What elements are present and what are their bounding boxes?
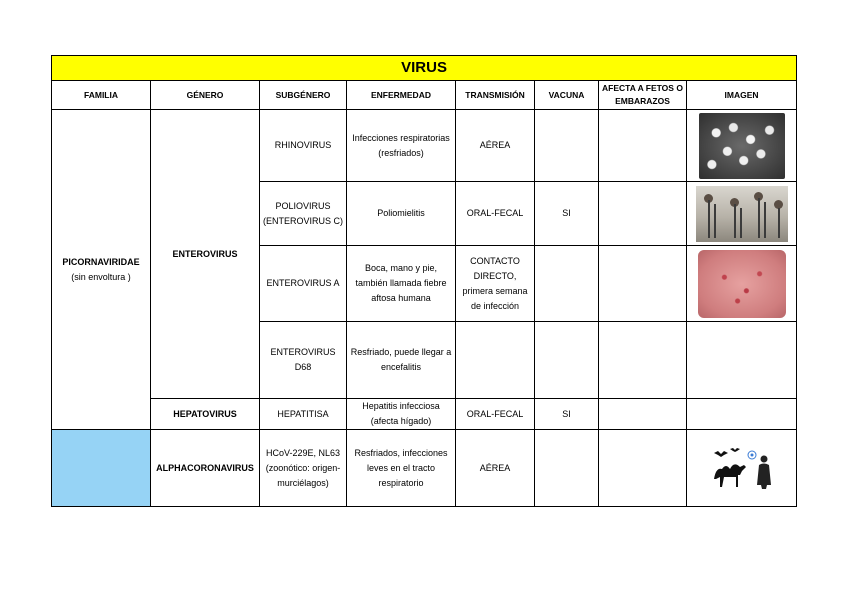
table-row xyxy=(52,399,797,430)
disease-cell: Resfriado, puede llegar a encefalitis xyxy=(347,322,456,399)
family-cell-coronaviridae xyxy=(52,430,151,507)
transmission-cell: AÉREA xyxy=(456,110,535,182)
disease-cell: Resfriados, infecciones leves en el tracto respiratorio xyxy=(347,430,456,507)
fetus-cell xyxy=(599,430,687,507)
header-enfermedad: ENFERMEDAD xyxy=(347,81,456,110)
fetus-cell xyxy=(599,182,687,246)
family-note: (sin envoltura ) xyxy=(71,271,131,282)
subgenus-cell: RHINOVIRUS xyxy=(260,110,347,182)
vaccine-cell xyxy=(535,430,599,507)
virus-micrograph-image xyxy=(699,113,785,179)
hand-rash-image xyxy=(698,250,786,318)
disease-cell: Boca, mano y pie, también llamada fiebre aftosa humana xyxy=(347,246,456,322)
header-familia: FAMILIA xyxy=(52,81,151,110)
table-row xyxy=(52,110,797,182)
fetus-cell xyxy=(599,246,687,322)
virus-table xyxy=(51,55,797,507)
fetus-cell xyxy=(599,322,687,399)
table-row xyxy=(52,430,797,507)
genus-alphacoronavirus: ALPHACORONAVIRUS xyxy=(151,430,260,507)
vaccine-cell: SI xyxy=(535,182,599,246)
table-title: VIRUS xyxy=(52,56,797,81)
fetus-cell xyxy=(599,399,687,430)
subgenus-cell: HCoV-229E, NL63 (zoonótico: origen-murciélagos) xyxy=(260,430,347,507)
title-row xyxy=(52,56,797,81)
image-cell xyxy=(687,110,797,182)
disease-cell: Infecciones respiratorias (resfriados) xyxy=(347,110,456,182)
genus-enterovirus: ENTEROVIRUS xyxy=(151,110,260,399)
transmission-cell: AÉREA xyxy=(456,430,535,507)
polio-patients-image xyxy=(696,186,788,242)
image-cell xyxy=(687,182,797,246)
subgenus-cell: POLIOVIRUS (ENTEROVIRUS C) xyxy=(260,182,347,246)
image-cell xyxy=(687,430,797,507)
disease-cell: Hepatitis infecciosa (afecta hígado) xyxy=(347,399,456,430)
header-afecta-fetos: AFECTA A FETOS O EMBARAZOS xyxy=(599,81,687,110)
header-subgenero: SUBGÉNERO xyxy=(260,81,347,110)
family-cell xyxy=(52,110,151,430)
subgenus-cell: ENTEROVIRUS A xyxy=(260,246,347,322)
disease-cell: Poliomielitis xyxy=(347,182,456,246)
vaccine-cell xyxy=(535,246,599,322)
image-cell xyxy=(687,322,797,399)
vaccine-cell xyxy=(535,322,599,399)
transmission-cell: ORAL-FECAL xyxy=(456,182,535,246)
image-cell xyxy=(687,246,797,322)
image-cell xyxy=(687,399,797,430)
header-row xyxy=(52,81,797,110)
transmission-cell xyxy=(456,322,535,399)
fetus-cell xyxy=(599,110,687,182)
subgenus-cell: HEPATITISA xyxy=(260,399,347,430)
vaccine-cell xyxy=(535,110,599,182)
transmission-cell: CONTACTO DIRECTO, primera semana de infección xyxy=(456,246,535,322)
header-genero: GÉNERO xyxy=(151,81,260,110)
family-name: PICORNAVIRIDAE xyxy=(62,256,140,267)
bat-camel-human-icon xyxy=(708,445,776,491)
subgenus-cell: ENTEROVIRUS D68 xyxy=(260,322,347,399)
vaccine-cell: SI xyxy=(535,399,599,430)
header-imagen: IMAGEN xyxy=(687,81,797,110)
genus-hepatovirus: HEPATOVIRUS xyxy=(151,399,260,430)
header-vacuna: VACUNA xyxy=(535,81,599,110)
header-transmision: TRANSMISIÓN xyxy=(456,81,535,110)
transmission-cell: ORAL-FECAL xyxy=(456,399,535,430)
